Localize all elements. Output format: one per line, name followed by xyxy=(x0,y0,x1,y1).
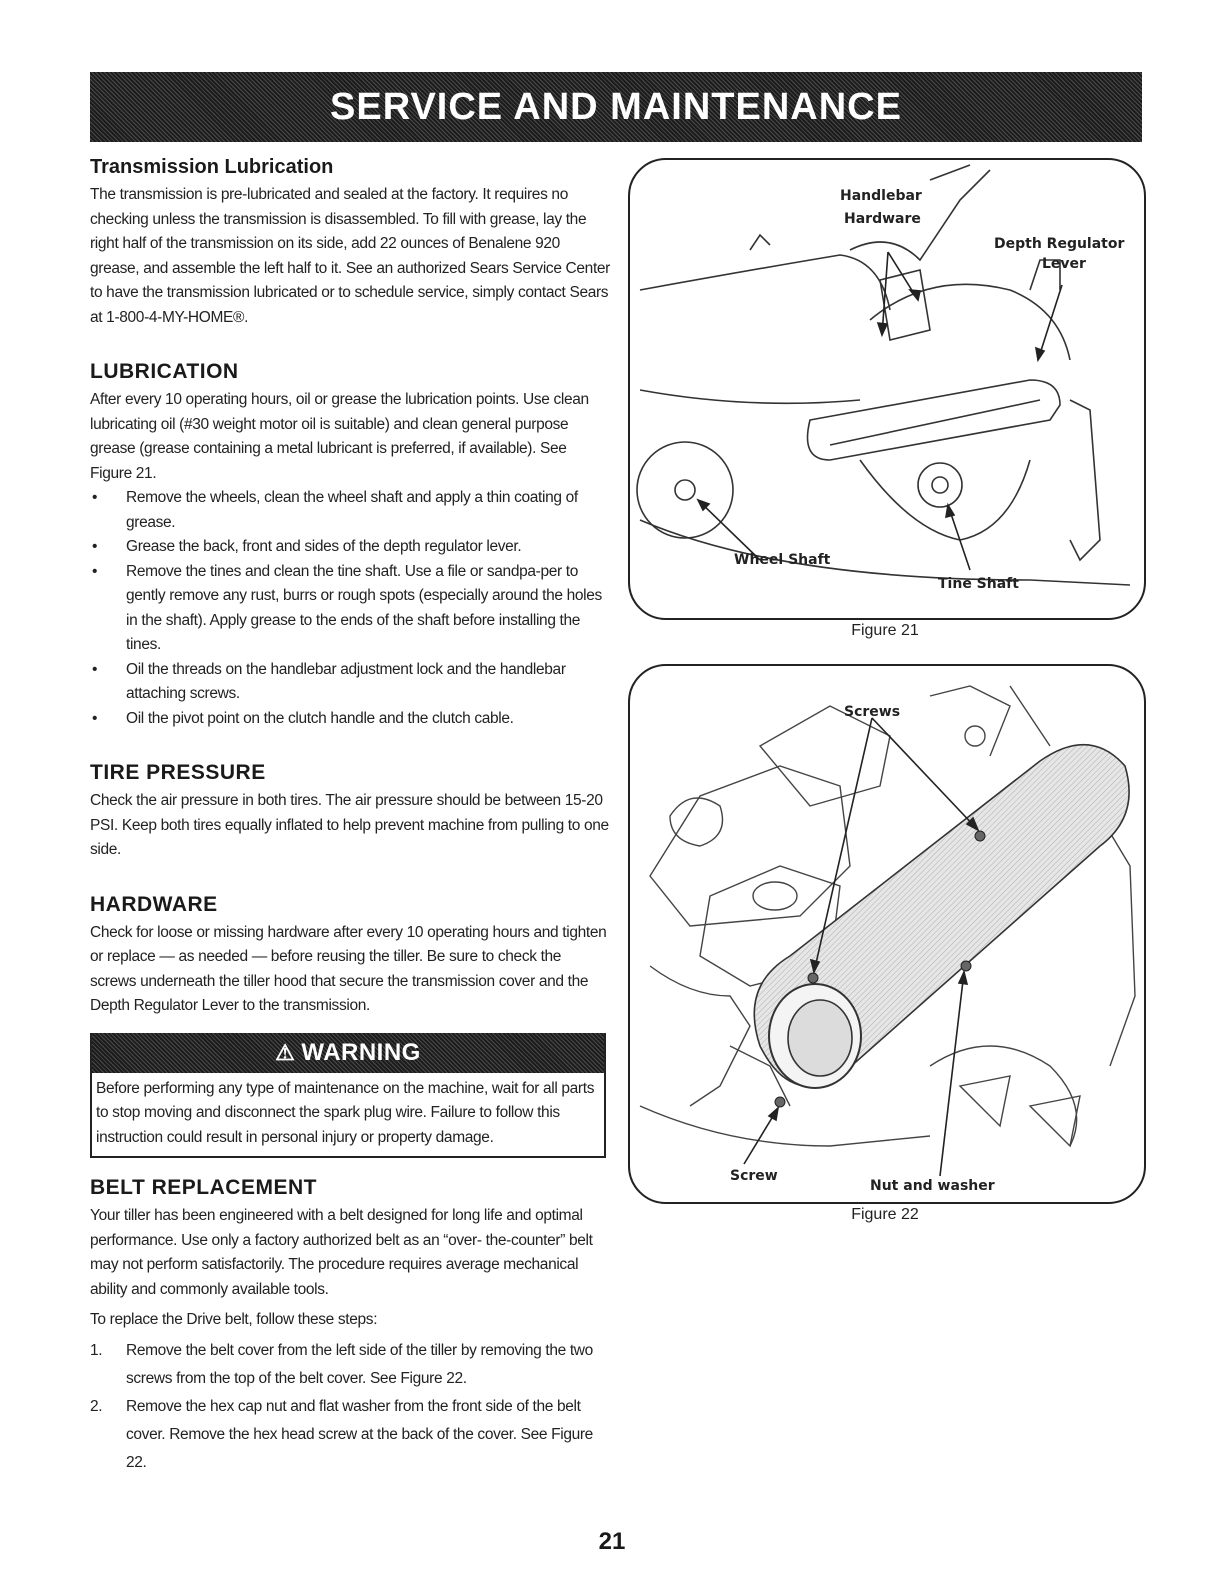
list-item: • Oil the threads on the handlebar adjustment lock and the handlebar attaching screws. xyxy=(90,658,610,707)
list-item: • Grease the back, front and sides of the depth regulator lever. xyxy=(90,535,610,560)
left-column xyxy=(90,156,610,1477)
tire-heading: TIRE PRESSURE xyxy=(90,761,266,784)
bullet: • xyxy=(92,562,98,580)
label-depth-1: Depth Regulator xyxy=(994,236,1125,252)
label-nut-washer: Nut and washer xyxy=(870,1178,995,1194)
hardware-body: Check for loose or missing hardware after every 10 operating hours and tighten or replace — as needed — before reusing the tiller. Be sure to check the screws underneath the tiller hood that secure the transmission cover and the Depth Regulator Lever to the transmission. xyxy=(90,923,607,1014)
transmission-body: The transmission is pre-lubricated and sealed at the factory. It requires no checking unless the transmission is disassembled. To fill with grease, lay the right half of the transmission on its side, add 22 ounces of Benalene 920 grease, and assemble the left half to it. See an authorized Sears Service Center to have the transmission lubricated or to schedule service, simply contact Sears at 1-800-4-MY-HOME®. xyxy=(90,186,610,326)
list-item: 1. Remove the belt cover from the left side of the tiller by removing the two screws from the top of the belt cover. See Figure 22. xyxy=(90,1341,593,1387)
figure-21-caption: Figure 21 xyxy=(851,622,919,639)
warning-title: WARNING xyxy=(301,1038,421,1066)
label-handlebar-2: Hardware xyxy=(844,211,921,227)
figure-22-caption: Figure 22 xyxy=(851,1206,919,1223)
figure-22 xyxy=(628,664,1146,1204)
tire-body: Check the air pressure in both tires. The air pressure should be between 15-20 PSI. Keep both tires equally inflated to help prevent machine from pulling to one side. xyxy=(90,792,609,858)
page-number: 21 xyxy=(598,1528,626,1555)
label-screw: Screw xyxy=(730,1168,778,1184)
section-banner xyxy=(90,72,1142,142)
belt-steps xyxy=(90,1337,610,1477)
warning-icon: ⚠ xyxy=(275,1039,296,1065)
belt-body: Your tiller has been engineered with a belt designed for long life and optimal performance. Use only a factory authorized belt as an “over- the-counter” belt may not perform satisfactorily. The procedure requires average mechanical ability and commonly available tools. xyxy=(90,1207,593,1298)
transmission-heading: Transmission Lubrication xyxy=(90,156,334,178)
warning-body: Before performing any type of maintenance on the machine, wait for all parts to stop moving and disconnect the spark plug wire. Failure to follow this instruction could result in personal injury or property damage. xyxy=(96,1079,595,1146)
label-depth-2: Lever xyxy=(1042,256,1086,272)
banner-title: SERVICE AND MAINTENANCE xyxy=(330,85,902,128)
lubrication-body: After every 10 operating hours, oil or grease the lubrication points. Use clean lubricating oil (#30 weight motor oil is suitable) and clean general purpose grease (grease containing a metal lubricant is preferred, if available). See Figure 21. xyxy=(90,391,589,482)
list-item: • Oil the pivot point on the clutch handle and the clutch cable. xyxy=(90,707,610,732)
label-screws: Screws xyxy=(844,704,901,720)
lubrication-list xyxy=(90,486,610,731)
list-item: • Remove the wheels, clean the wheel shaft and apply a thin coating of grease. xyxy=(90,486,610,535)
list-item: • Remove the tines and clean the tine shaft. Use a file or sandpa-per to gently remove any rust, burrs or rough spots (especially around the holes in the shaft). Apply grease to the ends of the shaft before installing the tines. xyxy=(90,560,610,658)
figure-21 xyxy=(628,158,1146,620)
hardware-heading: HARDWARE xyxy=(90,892,218,916)
bullet: • xyxy=(92,538,98,555)
label-handlebar-1: Handlebar xyxy=(840,188,922,204)
label-tine-shaft: Tine Shaft xyxy=(938,576,1019,592)
figure-21-illustration xyxy=(630,160,1144,618)
bullet: • xyxy=(92,660,98,678)
bullet: • xyxy=(92,709,98,727)
lubrication-heading: LUBRICATION xyxy=(90,360,239,383)
belt-intro: To replace the Drive belt, follow these steps: xyxy=(90,1311,378,1328)
figure-22-illustration xyxy=(630,666,1144,1202)
bullet: • xyxy=(92,489,98,506)
warning-header xyxy=(92,1033,604,1073)
belt-heading: BELT REPLACEMENT xyxy=(90,1176,317,1199)
list-item: 2. Remove the hex cap nut and flat washer from the front side of the belt cover. Remove the hex head screw at the back of the cover. See Figure 22. xyxy=(90,1397,593,1471)
warning-box xyxy=(90,1033,606,1159)
label-wheel-shaft: Wheel Shaft xyxy=(734,552,831,568)
